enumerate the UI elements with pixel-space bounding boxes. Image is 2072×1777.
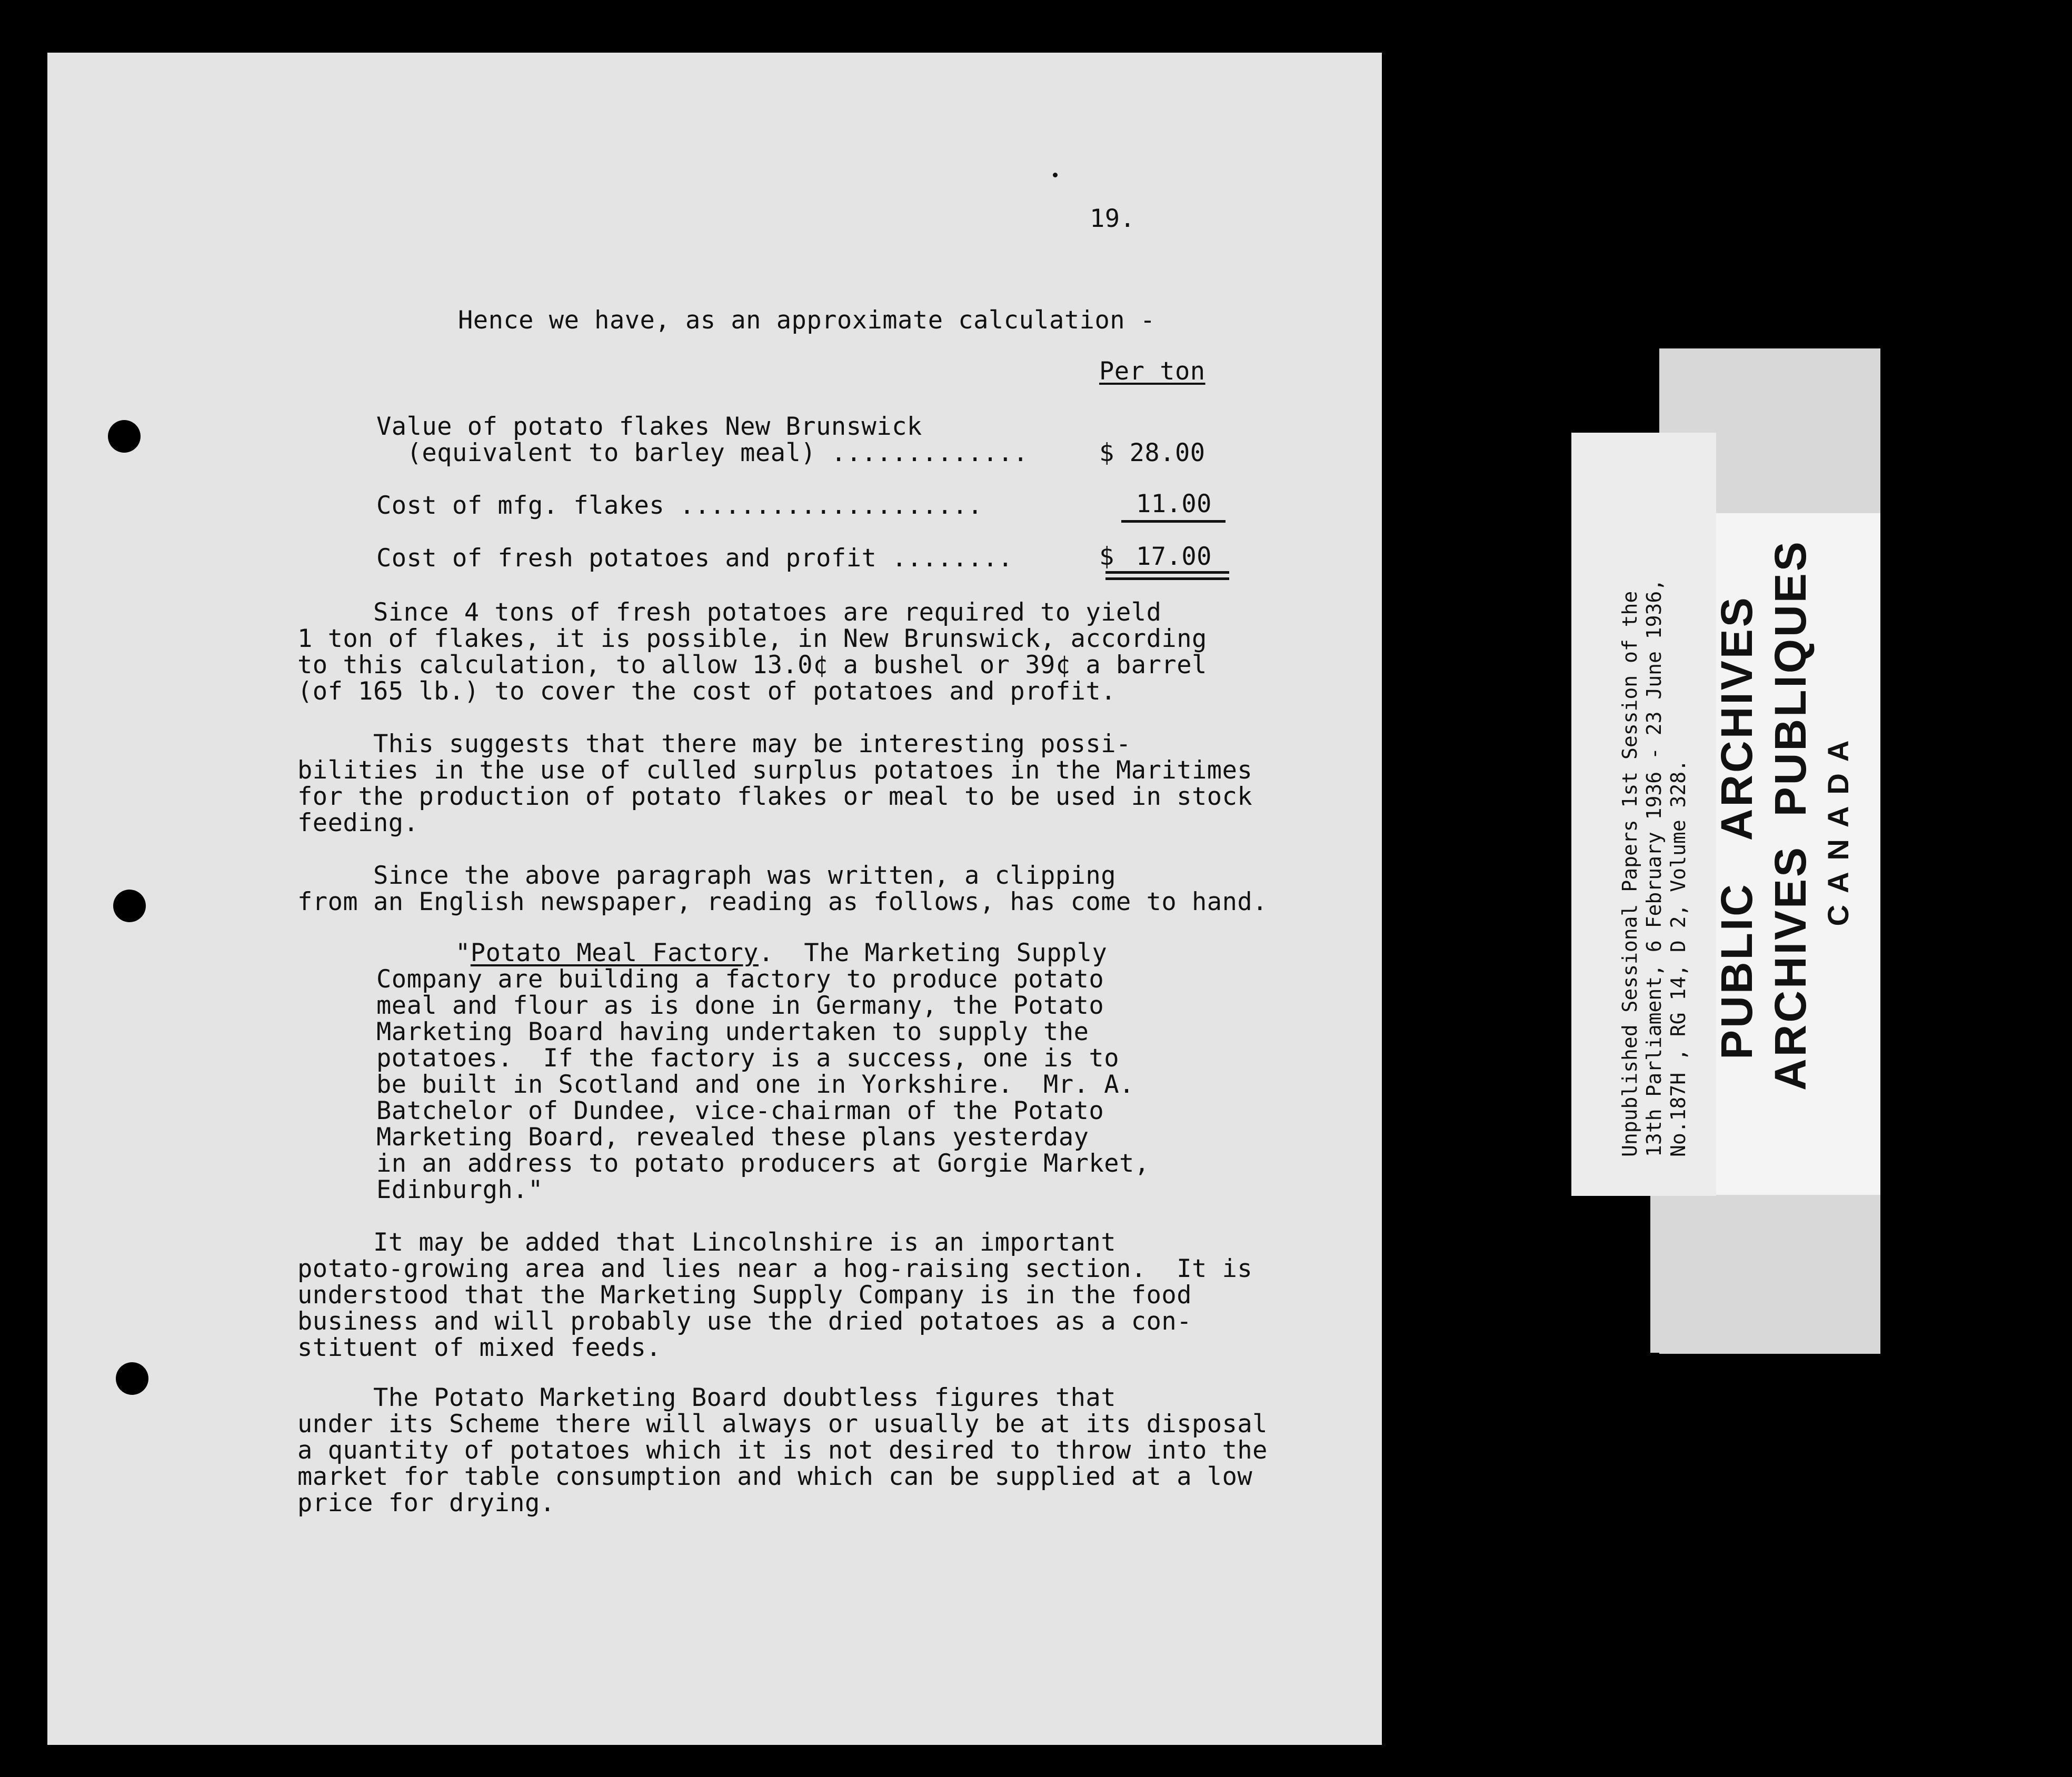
- paragraph-line: price for drying.: [297, 1489, 555, 1518]
- quote-line: potatoes. If the factory is a success, one is to: [376, 1044, 1120, 1073]
- quote-title: Potato Meal Factory: [470, 939, 759, 967]
- paragraph-line: potato-growing area and lies near a hog-raising section. It is: [297, 1254, 1253, 1283]
- paragraph-line: a quantity of potatoes which it is not desired to throw into the: [297, 1436, 1268, 1465]
- document-page: [47, 53, 1382, 1745]
- total-rule-2: [1105, 577, 1229, 580]
- paragraph-line: business and will probably use the dried potatoes as a con-: [297, 1307, 1192, 1336]
- archive-tag-bottom: [1650, 1195, 1880, 1353]
- calc-row-label: (equivalent to barley meal) .............: [376, 438, 1029, 467]
- calc-column-header: Per ton: [1099, 357, 1206, 386]
- paragraph-line: This suggests that there may be interesting possi-: [297, 730, 1131, 758]
- quote-line: meal and flour as is done in Germany, the Potato: [376, 991, 1104, 1020]
- calc-row-label: Value of potato flakes New Brunswick: [376, 412, 922, 441]
- quote-line: in an address to potato producers at Gorgie Market,: [376, 1149, 1150, 1178]
- paragraph-line: It may be added that Lincolnshire is an important: [297, 1228, 1117, 1257]
- stamp-line-canada: CANADA: [1821, 728, 1855, 926]
- calc-row-value: 11.00: [1136, 490, 1212, 518]
- calc-row-label: Cost of fresh potatoes and profit ........: [376, 544, 1013, 573]
- citation-line: 13th Parliament, 6 February 1936 - 23 June 1936,: [1642, 578, 1666, 1157]
- quote-line: Edinburgh.": [376, 1175, 543, 1204]
- total-rule-1: [1105, 571, 1229, 574]
- quote-line: Marketing Board, revealed these plans yesterday: [376, 1123, 1089, 1152]
- calc-row-currency: $: [1099, 542, 1114, 571]
- quote-first-rest: . The Marketing Supply: [758, 939, 1108, 967]
- paragraph-line: bilities in the use of culled surplus potatoes in the Maritimes: [297, 756, 1253, 785]
- calc-row-value: $ 28.00: [1099, 438, 1206, 467]
- citation-line: Unpublished Sessional Papers 1st Session of the: [1618, 591, 1641, 1157]
- intro-line: Hence we have, as an approximate calculation -: [458, 306, 1155, 335]
- quote-line: Batchelor of Dundee, vice-chairman of the Potato: [376, 1096, 1104, 1125]
- paragraph-line: Since 4 tons of fresh potatoes are required to yield: [297, 598, 1162, 627]
- paragraph-line: for the production of potato flakes or meal to be used in stock: [297, 782, 1253, 811]
- punch-hole: [113, 890, 146, 922]
- paragraph-line: from an English newspaper, reading as follows, has come to hand.: [297, 887, 1268, 916]
- subtotal-rule: [1121, 520, 1226, 523]
- stamp-line-public-archives: PUBLIC ARCHIVES: [1712, 595, 1761, 1060]
- paragraph-line: feeding.: [297, 808, 419, 837]
- calc-row-value: 17.00: [1136, 542, 1212, 571]
- page-number: 19.: [1090, 204, 1135, 233]
- citation-line: No.187H , RG 14, D 2, Volume 328.: [1667, 760, 1690, 1157]
- ink-speck: [1053, 173, 1058, 177]
- paragraph-line: The Potato Marketing Board doubtless figures that: [297, 1383, 1117, 1412]
- archive-stamp: [1710, 540, 1884, 1091]
- quote-open-mark: ": [455, 939, 471, 967]
- stamp-line-archives-publiques: ARCHIVES PUBLIQUES: [1766, 540, 1815, 1091]
- quote-line: be built in Scotland and one in Yorkshire. Mr. A.: [376, 1070, 1134, 1099]
- paragraph-line: under its Scheme there will always or usually be at its disposal: [297, 1410, 1268, 1439]
- archive-citation: [1618, 473, 1690, 1157]
- quote-first-line: [455, 940, 1107, 967]
- paragraph-line: stituent of mixed feeds.: [297, 1333, 662, 1362]
- paragraph-line: Since the above paragraph was written, a clipping: [297, 861, 1117, 890]
- calc-row-label: Cost of mfg. flakes ....................: [376, 491, 983, 520]
- punch-hole: [108, 420, 141, 453]
- quote-line: Company are building a factory to produce potato: [376, 965, 1104, 994]
- paragraph-line: market for table consumption and which can be supplied at a low: [297, 1462, 1253, 1491]
- paragraph-line: to this calculation, to allow 13.0¢ a bushel or 39¢ a barrel: [297, 651, 1207, 680]
- paragraph-line: (of 165 lb.) to cover the cost of potatoes and profit.: [297, 677, 1117, 706]
- paragraph-line: 1 ton of flakes, it is possible, in New Brunswick, according: [297, 624, 1207, 653]
- punch-hole: [116, 1362, 148, 1395]
- quote-line: Marketing Board having undertaken to supply the: [376, 1017, 1089, 1046]
- paragraph-line: understood that the Marketing Supply Company is in the food: [297, 1281, 1192, 1310]
